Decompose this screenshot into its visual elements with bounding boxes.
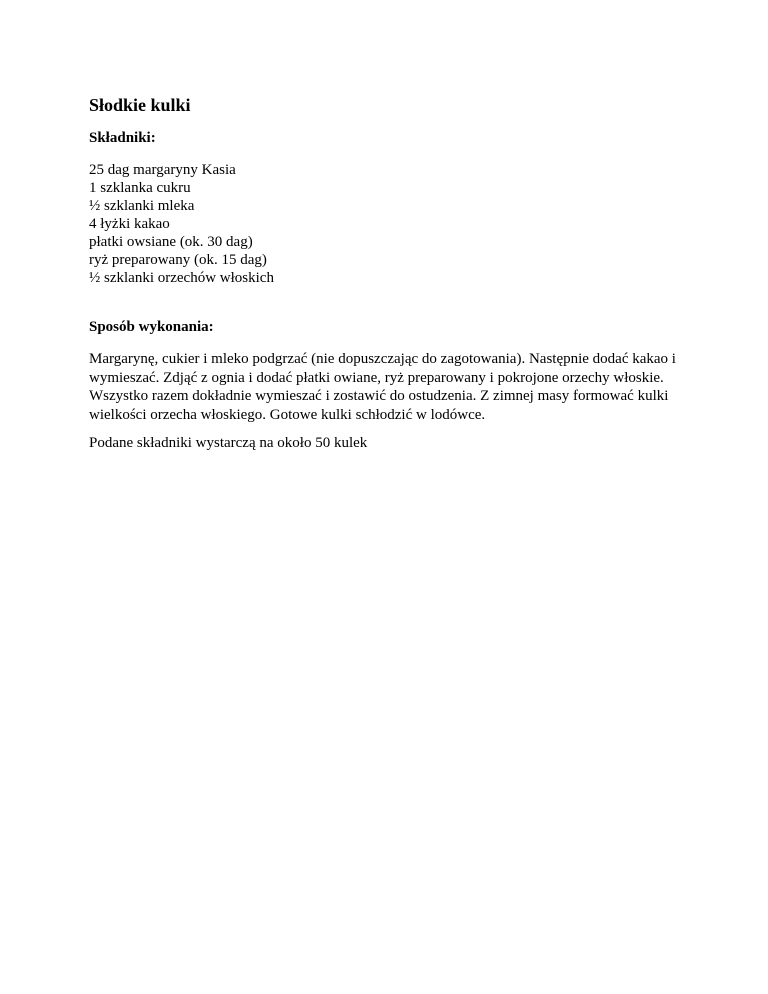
recipe-title: Słodkie kulki — [89, 95, 191, 115]
ingredients-heading: Składniki: — [89, 130, 156, 146]
ingredient-item: 4 łyżki kakao — [89, 216, 170, 232]
ingredient-item: 25 dag margaryny Kasia — [89, 162, 236, 178]
yield-note: Podane składniki wystarczą na około 50 kulek — [89, 435, 368, 451]
method-paragraph: Margarynę, cukier i mleko podgrzać (nie dopuszczając do zagotowania). Następnie dodać kakao i wymieszać. Zdjąć z ognia i dodać płatki owiane, ryż preparowany i pokrojone orzechy włoskie. Wszystko razem dokładnie wymieszać i zostawić do ostudzenia. Z zimnej masy formować kulki wielkości orzecha włoskiego. Gotowe kulki schłodzić w lodówce. — [89, 351, 676, 423]
ingredient-item: ½ szklanki orzechów włoskich — [89, 270, 274, 286]
recipe-document — [89, 94, 689, 452]
ingredient-item: 1 szklanka cukru — [89, 180, 191, 196]
ingredient-item: ½ szklanki mleka — [89, 198, 195, 214]
ingredient-item: płatki owsiane (ok. 30 dag) — [89, 234, 253, 250]
ingredients-list — [89, 161, 689, 287]
method-heading: Sposób wykonania: — [89, 319, 214, 335]
ingredient-item: ryż preparowany (ok. 15 dag) — [89, 252, 267, 268]
